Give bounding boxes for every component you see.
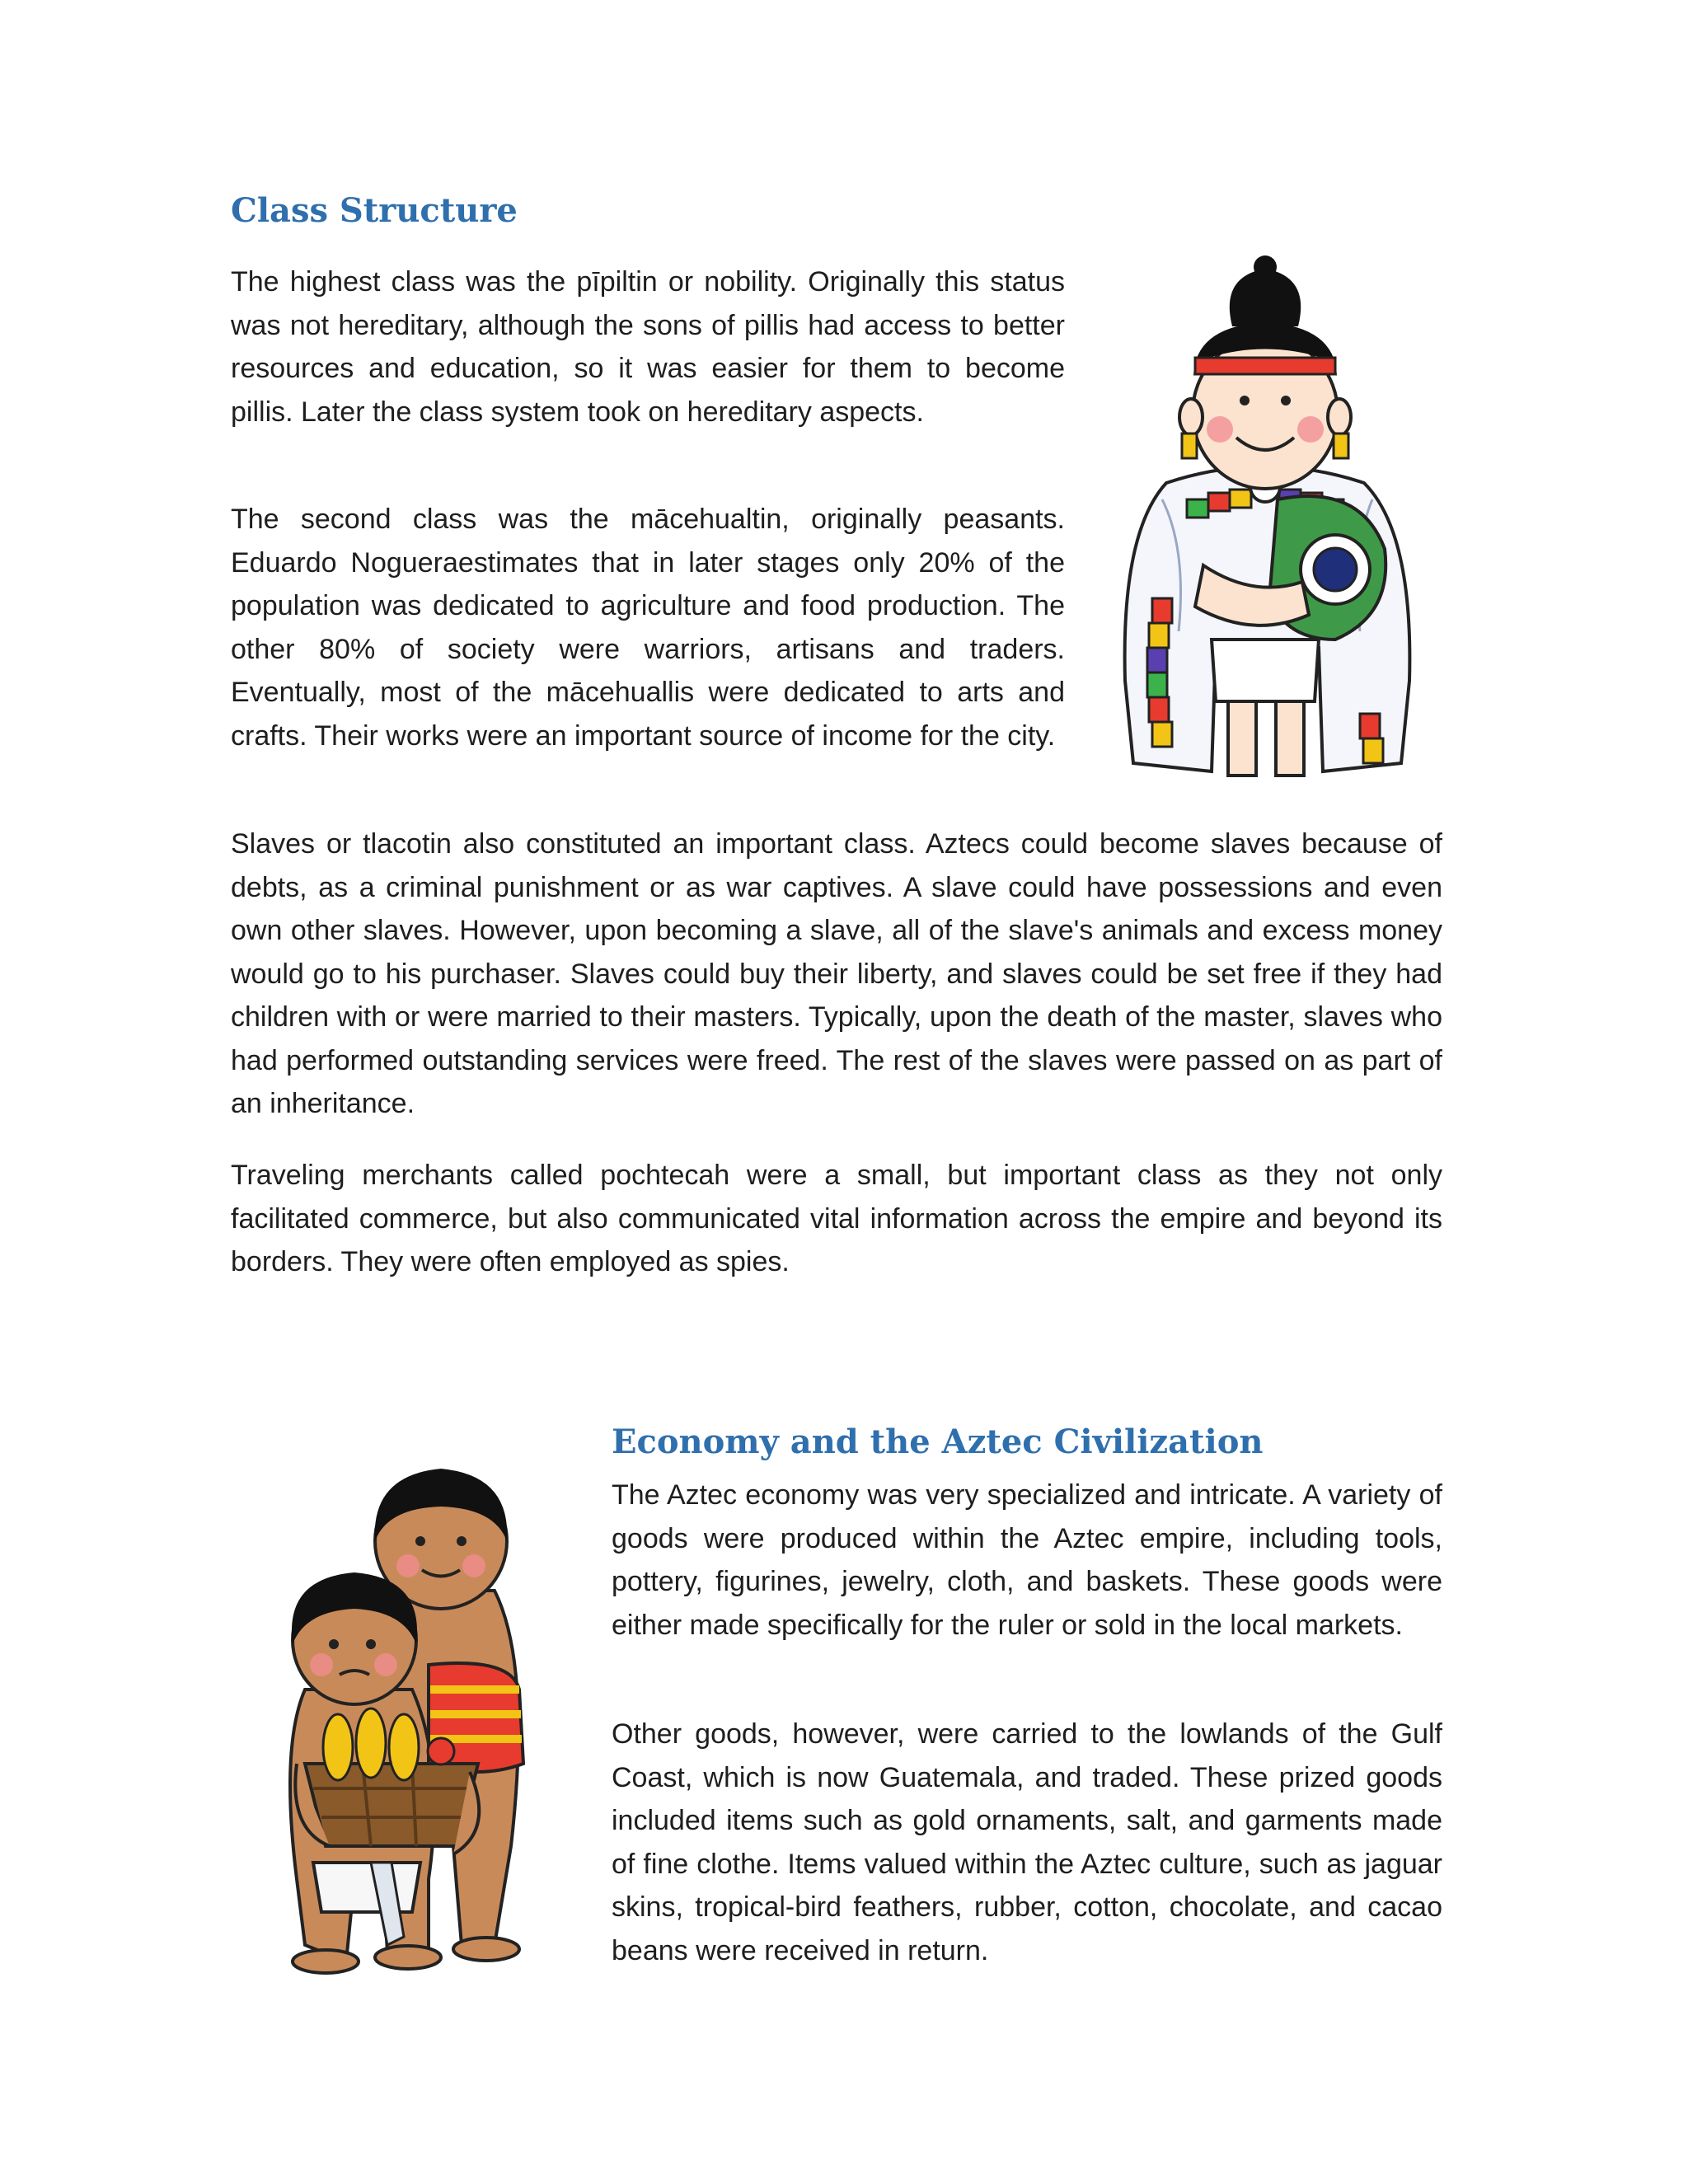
class-structure-paragraph-3: Slaves or tlacotin also constituted an important class. Aztecs could become slaves because of debts, as a criminal punishment or as war captives. A slave could have possessions and even own other slaves. However, upon becoming a slave, all of the slave's animals and excess money would go to his purchaser. Slaves could buy their liberty, and slaves could be set free if they had children with or were married to their masters. Typically, upon the death of the master, slaves who had performed outstanding services were freed. The rest of the slaves were passed on as part of an inheritance. [231, 828, 1442, 1119]
economy-paragraph-2: Other goods, however, were carried to the lowlands of the Gulf Coast, which is now Guatemala, and traded. These prized goods included items such as gold ornaments, salt, and garments made of fine clothe. Items valued within the Aztec culture, such as jaguar skins, tropical-bird feathers, rubber, cotton, chocolate, and cacao beans were received in return. [612, 1718, 1442, 1966]
children-figure-svg [247, 1418, 593, 1978]
class-structure-paragraph-4: Traveling merchants called pochtecah were a small, but important class as they not only facilitated commerce, but also communicated vital information across the empire and beyond its borders. They were often employed as spies. [231, 1160, 1442, 1277]
class-structure-paragraph-2: The second class was the mācehualtin, originally peasants. Eduardo Nogueraestimates that in later stages only 20% of the population was dedicated to agriculture and food production. The other 80% of society were warriors, artisans and traders. Eventually, most of the mācehuallis were dedicated to arts and crafts. Their works were an important source of income for the city. [231, 504, 1065, 752]
class-structure-paragraph-1: The highest class was the pīpiltin or nobility. Originally this status was not hereditary, although the sons of pillis had access to better resources and education, so it was easier for them to become pillis. Later the class system took on hereditary aspects. [231, 266, 1065, 428]
economy-paragraph-1: The Aztec economy was very specialized and intricate. A variety of goods were produced within the Aztec empire, including tools, pottery, figurines, jewelry, cloth, and baskets. These goods were either made specifically for the ruler or sold in the local markets. [612, 1479, 1442, 1641]
class-structure-heading: Class Structure [231, 191, 518, 230]
economy-heading: Economy and the Aztec Civilization [612, 1422, 1264, 1461]
aztec-noble-illustration [1088, 252, 1442, 796]
aztec-children-basket-illustration [247, 1418, 593, 1978]
noble-figure-svg [1088, 252, 1442, 796]
